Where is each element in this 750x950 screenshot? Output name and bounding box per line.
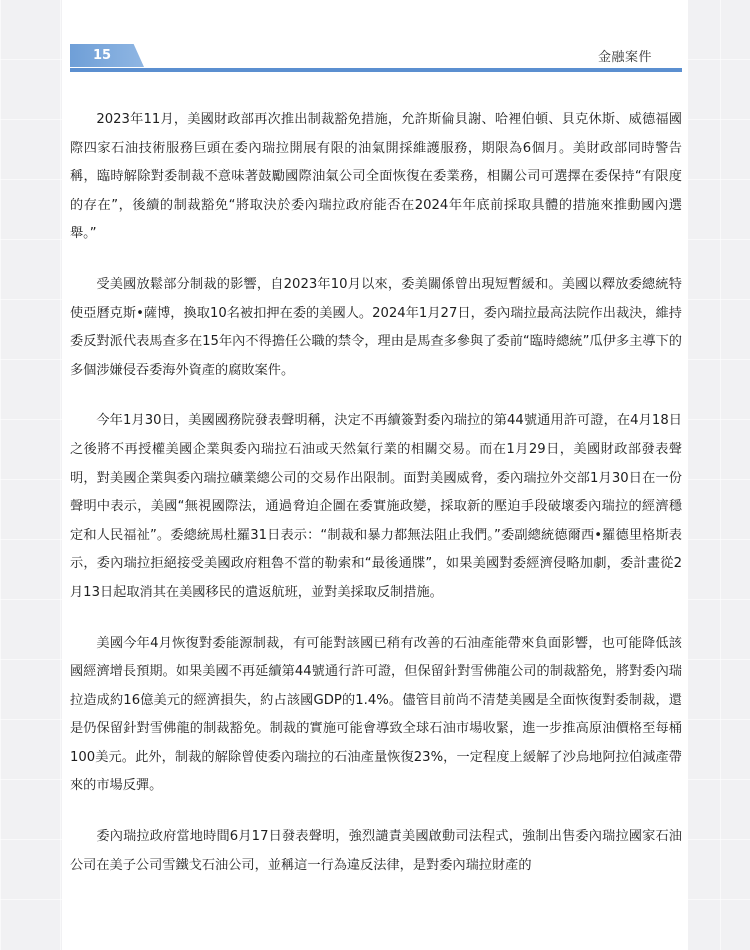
page-number: 15 — [92, 48, 112, 63]
paragraph: 委內瑞拉政府當地時間6月17日發表聲明，強烈譴責美國啟動司法程式，強制出售委內瑞拉國家石油公司在美子公司雪鐵戈石油公司，並稱這一行為違反法律，是對委內瑞拉財產的 — [70, 829, 682, 873]
header-divider — [70, 68, 682, 72]
page-header — [70, 44, 682, 76]
paragraph: 受美國放鬆部分制裁的影響，自2023年10月以來，委美關係曾出現短暫緩和。美國以釋放委總統特使亞曆克斯•薩博，換取10名被扣押在委的美國人。2024年1月27日，委內瑞拉最高法院作出裁決，維持委反對派代表馬查多在15年內不得擔任公職的禁令，理由是馬查多參與了委前“臨時總統”瓜伊多主導下的多個涉嫌侵吞委海外資產的腐敗案件。 — [70, 276, 682, 378]
section-title: 金融案件 — [597, 50, 652, 65]
paragraph: 2023年11月，美國財政部再次推出制裁豁免措施，允許斯倫貝謝、哈裡伯頓、貝克休斯、威德福國際四家石油技術服務巨頭在委內瑞拉開展有限的油氣開採維護服務，期限為6個月。美財政部同時警告稱，臨時解除對委制裁不意味著鼓勵國際油氣公司全面恢復在委業務，相關公司可選擇在委保持“有限度的存在”，後續的制裁豁免“將取決於委內瑞拉政府能否在2024年年底前採取具體的措施來推動國內選舉。” — [70, 112, 682, 242]
paragraph: 美國今年4月恢復對委能源制裁，有可能對該國已稍有改善的石油產能帶來負面影響，也可能降低該國經濟增長預期。如果美國不再延續第44號通行許可證，但保留針對雪佛龍公司的制裁豁免，將對委內瑞拉造成約16億美元的經濟損失，約占該國GDP的1.4%。儘管目前尚不清楚美國是全面恢復對委制裁，還是仍保留針對雪佛龍的制裁豁免。制裁的實施可能會導致全球石油市場收緊，進一步推高原油價格至每桶100美元。此外，制裁的解除曾使委內瑞拉的石油產量恢復23%，一定程度上緩解了沙烏地阿拉伯減產帶來的市場反彈。 — [70, 635, 682, 794]
paragraph: 今年1月30日，美國國務院發表聲明稱，決定不再續簽對委內瑞拉的第44號通用許可證，在4月18日之後將不再授權美國企業與委內瑞拉石油或天然氣行業的相關交易。而在1月29日，美國財政部發表聲明，對美國企業與委內瑞拉礦業總公司的交易作出限制。面對美國威脅，委內瑞拉外交部1月30日在一份聲明中表示，美國“無視國際法，通過脅迫企圖在委實施政變，採取新的壓迫手段破壞委內瑞拉的經濟穩定和人民福祉”。委總統馬杜羅31日表示：“制裁和暴力都無法阻止我們。”委副總統德爾西•羅德里格斯表示，委內瑞拉拒絕接受美國政府粗魯不當的勒索和“最後通牒”，如果美國對委經濟侵略加劇，委計畫從2月13日起取消其在美國移民的遣返航班，並對美採取反制措施。 — [70, 413, 682, 600]
article-body — [70, 106, 682, 902]
